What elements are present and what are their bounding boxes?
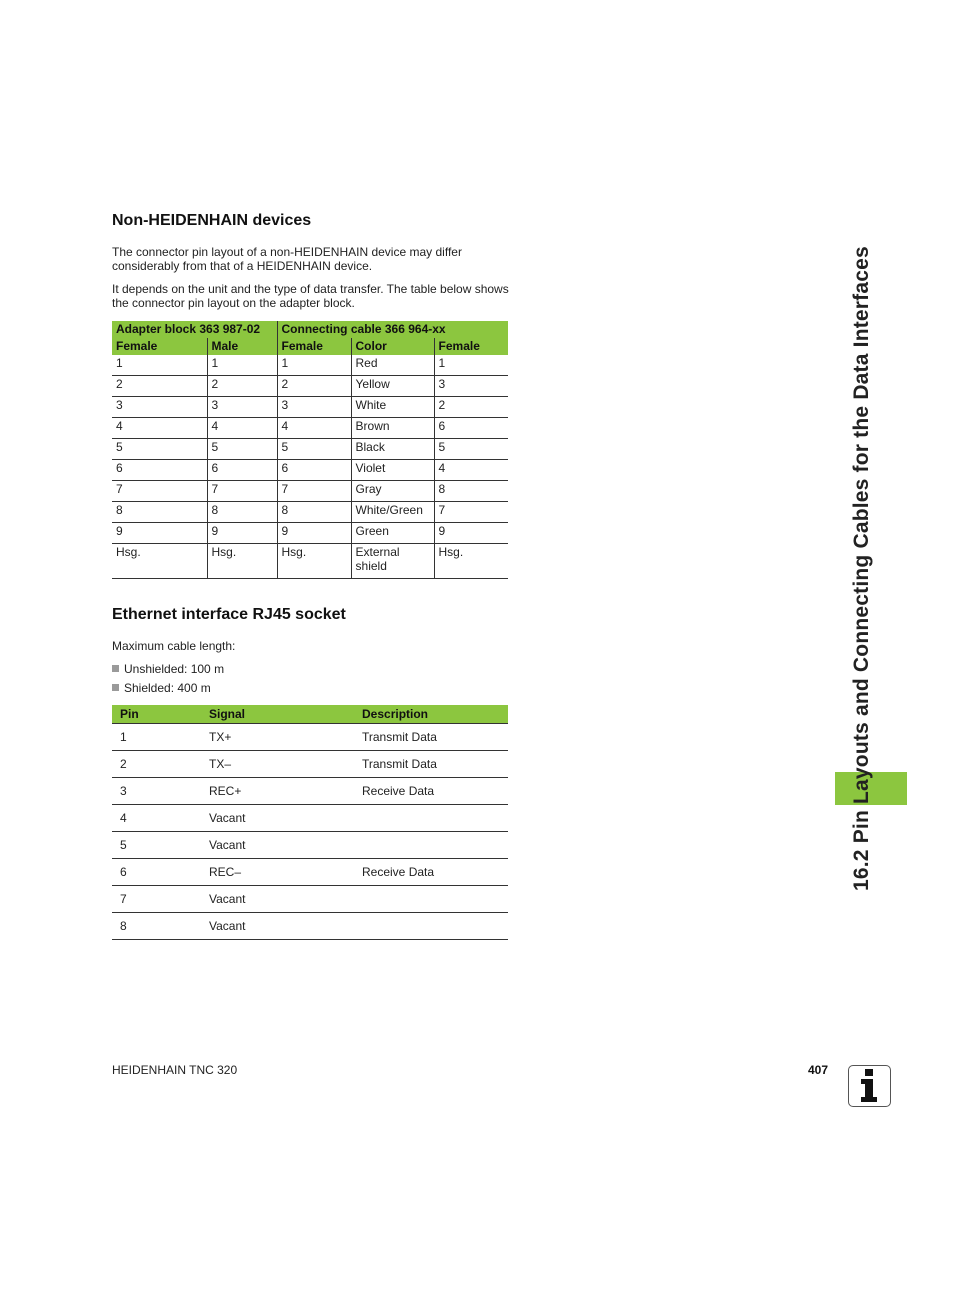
table-cell: Yellow	[351, 376, 434, 397]
section-heading-ethernet: Ethernet interface RJ45 socket	[112, 606, 346, 623]
cable-length-intro: Maximum cable length:	[112, 639, 236, 653]
section-heading-non-heidenhain: Non-HEIDENHAIN devices	[112, 212, 312, 229]
table-cell: 1	[112, 724, 201, 751]
list-item-text: Unshielded: 100 m	[124, 662, 225, 676]
table-cell: Receive Data	[354, 859, 508, 886]
table-cell: 9	[207, 523, 277, 544]
table-cell: Hsg.	[277, 544, 351, 579]
table-row	[112, 439, 508, 460]
bullet-square-icon	[112, 665, 119, 672]
table-cell: 1	[112, 355, 207, 376]
table-cell: Hsg.	[112, 544, 207, 579]
table-cell: Hsg.	[434, 544, 508, 579]
adapter-pin-table	[112, 321, 508, 579]
info-icon	[848, 1065, 891, 1107]
table-cell: External shield	[351, 544, 434, 579]
table-row	[112, 418, 508, 439]
table-cell: 6	[277, 460, 351, 481]
table-cell: 2	[434, 397, 508, 418]
group-header-cable: Connecting cable 366 964-xx	[277, 321, 508, 338]
table-cell: 1	[277, 355, 351, 376]
table-row	[112, 913, 508, 940]
table-cell: 2	[112, 376, 207, 397]
table-cell: 3	[277, 397, 351, 418]
table-cell: 7	[112, 886, 201, 913]
table-cell: 4	[207, 418, 277, 439]
table-row	[112, 805, 508, 832]
table-cell	[354, 832, 508, 859]
table-row	[112, 502, 508, 523]
table-cell: 5	[434, 439, 508, 460]
table-cell: 2	[277, 376, 351, 397]
table-cell: 7	[434, 502, 508, 523]
page-number: 407	[808, 1063, 829, 1077]
list-item-text: Shielded: 400 m	[124, 681, 211, 695]
list-item	[112, 681, 211, 695]
table-cell: 7	[207, 481, 277, 502]
table-cell: Black	[351, 439, 434, 460]
table-cell: 6	[434, 418, 508, 439]
table-cell	[354, 805, 508, 832]
list-item	[112, 662, 224, 676]
table-cell: 5	[207, 439, 277, 460]
table-cell: 8	[277, 502, 351, 523]
column-header: Pin	[112, 705, 201, 724]
table-cell: White	[351, 397, 434, 418]
table-cell: 9	[112, 523, 207, 544]
table-row	[112, 355, 508, 376]
table-row	[112, 859, 508, 886]
column-header: Color	[351, 338, 434, 355]
table-cell: 2	[112, 751, 201, 778]
column-header: Female	[277, 338, 351, 355]
table-cell: Brown	[351, 418, 434, 439]
table-cell: 6	[112, 460, 207, 481]
table-cell: 9	[434, 523, 508, 544]
table-cell: Vacant	[201, 832, 354, 859]
table-cell: Hsg.	[207, 544, 277, 579]
table-cell: 4	[277, 418, 351, 439]
table-cell: White/Green	[351, 502, 434, 523]
table-cell: Vacant	[201, 886, 354, 913]
table-cell: REC+	[201, 778, 354, 805]
table-cell: 1	[434, 355, 508, 376]
table-cell: Transmit Data	[354, 751, 508, 778]
table-cell: Receive Data	[354, 778, 508, 805]
chapter-side-title: 16.2 Pin Layouts and Connecting Cables for the Data Interfaces	[850, 246, 873, 891]
table-cell: 7	[112, 481, 207, 502]
table-row	[112, 832, 508, 859]
table-cell: 8	[434, 481, 508, 502]
description-paragraph: It depends on the unit and the type of data transfer. The table below shows the connector pin layout on the adapter block.	[112, 282, 509, 310]
table-cell: Vacant	[201, 913, 354, 940]
table-cell: Red	[351, 355, 434, 376]
table-cell: 7	[277, 481, 351, 502]
table-cell: 3	[434, 376, 508, 397]
table-cell: 3	[112, 397, 207, 418]
column-header: Female	[112, 338, 207, 355]
table-row	[112, 376, 508, 397]
table-cell: 8	[112, 502, 207, 523]
table-cell: 8	[207, 502, 277, 523]
column-header: Description	[354, 705, 508, 724]
group-header-adapter: Adapter block 363 987-02	[112, 321, 277, 338]
table-row	[112, 523, 508, 544]
column-header: Female	[434, 338, 508, 355]
table-cell: 8	[112, 913, 201, 940]
column-header: Male	[207, 338, 277, 355]
table-cell: Transmit Data	[354, 724, 508, 751]
table-cell: 4	[434, 460, 508, 481]
table-cell: Vacant	[201, 805, 354, 832]
table-cell: Green	[351, 523, 434, 544]
table-cell: 5	[277, 439, 351, 460]
table-cell: 4	[112, 805, 201, 832]
table-cell: 5	[112, 832, 201, 859]
bullet-square-icon	[112, 684, 119, 691]
table-cell: REC–	[201, 859, 354, 886]
table-row	[112, 544, 508, 579]
table-row	[112, 460, 508, 481]
table-row	[112, 481, 508, 502]
table-cell: Violet	[351, 460, 434, 481]
table-cell: 5	[112, 439, 207, 460]
table-cell: 2	[207, 376, 277, 397]
footer-product-name: HEIDENHAIN TNC 320	[112, 1063, 238, 1077]
table-row	[112, 724, 508, 751]
ethernet-pin-table	[112, 705, 508, 940]
table-row	[112, 778, 508, 805]
table-row	[112, 397, 508, 418]
table-cell	[354, 886, 508, 913]
table-cell: Gray	[351, 481, 434, 502]
table-cell: TX+	[201, 724, 354, 751]
table-cell: 3	[112, 778, 201, 805]
info-glyph	[849, 1066, 889, 1105]
column-header: Signal	[201, 705, 354, 724]
table-cell: 4	[112, 418, 207, 439]
table-row	[112, 751, 508, 778]
table-cell	[354, 913, 508, 940]
table-cell: 9	[277, 523, 351, 544]
table-row	[112, 886, 508, 913]
table-cell: 3	[207, 397, 277, 418]
table-cell: 6	[112, 859, 201, 886]
table-cell: 1	[207, 355, 277, 376]
intro-paragraph: The connector pin layout of a non-HEIDENHAIN device may differ considerably from that of a HEIDENHAIN device.	[112, 245, 462, 273]
table-cell: 6	[207, 460, 277, 481]
table-cell: TX–	[201, 751, 354, 778]
